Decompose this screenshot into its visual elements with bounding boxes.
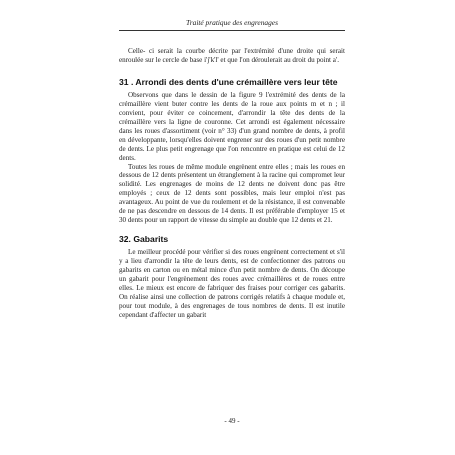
section-32-heading: 32. Gabarits xyxy=(119,234,169,245)
intro-paragraph: Celle- ci serait la courbe décrite par l'extrémité d'une droite qui serait enroulée sur le cercle de base i'j'k'l' et que l'on déroulerait au droit du point a'. xyxy=(119,47,345,64)
section-31-paragraph-2: Toutes les roues de même module engrènent entre elles ; mais les roues en dessous de 12 dents présentent un étranglement à la racine qui compromet leur solidité. Les engrenages de moins de 12 dents ne doivent donc pas être employés ; ceux de 12 dents sont possibles, mais leur emploi n'est pas avantageux. Au point de vue du roulement et de la résistance, il est convenable de ne pas descendre en dessous de 14 dents. Il est préférable d'employer 15 et 30 dents pour un rapport de vitesse du simple au double que 12 dents et 21. xyxy=(119,162,345,225)
section-32-paragraph-1: Le meilleur procédé pour vérifier si des roues engrènent correctement et s'il y a lieu d'arrondir la tête de leurs dents, est de confectionner des patrons ou gabarits en carton ou en métal mince d'un petit nombre de dents. On découpe un gabarit pour l'engrènement des roues avec crémaillères et de roues entre elles. Le mieux est encore de fabriquer des fraises pour corriger ces gabarits. On réalise ainsi une collection de patrons corrigés relatifs à chaque module et, pour tout module, à des engrenages de tous nombres de dents. Il est inutile cependant d'affecter un gabarit xyxy=(119,248,345,319)
section-31-heading: 31 . Arrondi des dents d'une crémaillère vers leur tête xyxy=(119,76,338,87)
header-rule xyxy=(119,30,345,31)
running-header: Traité pratique des engrenages xyxy=(186,18,278,27)
section-31-paragraph-1: Observons que dans le dessin de la figure 9 l'extrémité des dents de la crémaillère vient buter contre les dents de la roue aux points m et n ; il convient, pour éviter ce coincement, d'arrondir la tête des dents de la crémaillère vers la ligne de couronne. Cet arrondi est également nécessaire dans les roues d'assortiment (voir n° 33) d'un grand nombre de dents, à profil en développante, lorsqu'elles doivent engrener sur des roues d'un petit nombre de dents. Le plus petit engrenage que l'on rencontre en pratique est celui de 12 dents. xyxy=(119,90,345,162)
page-number: - 49 - xyxy=(224,417,240,425)
page-body xyxy=(119,47,345,320)
